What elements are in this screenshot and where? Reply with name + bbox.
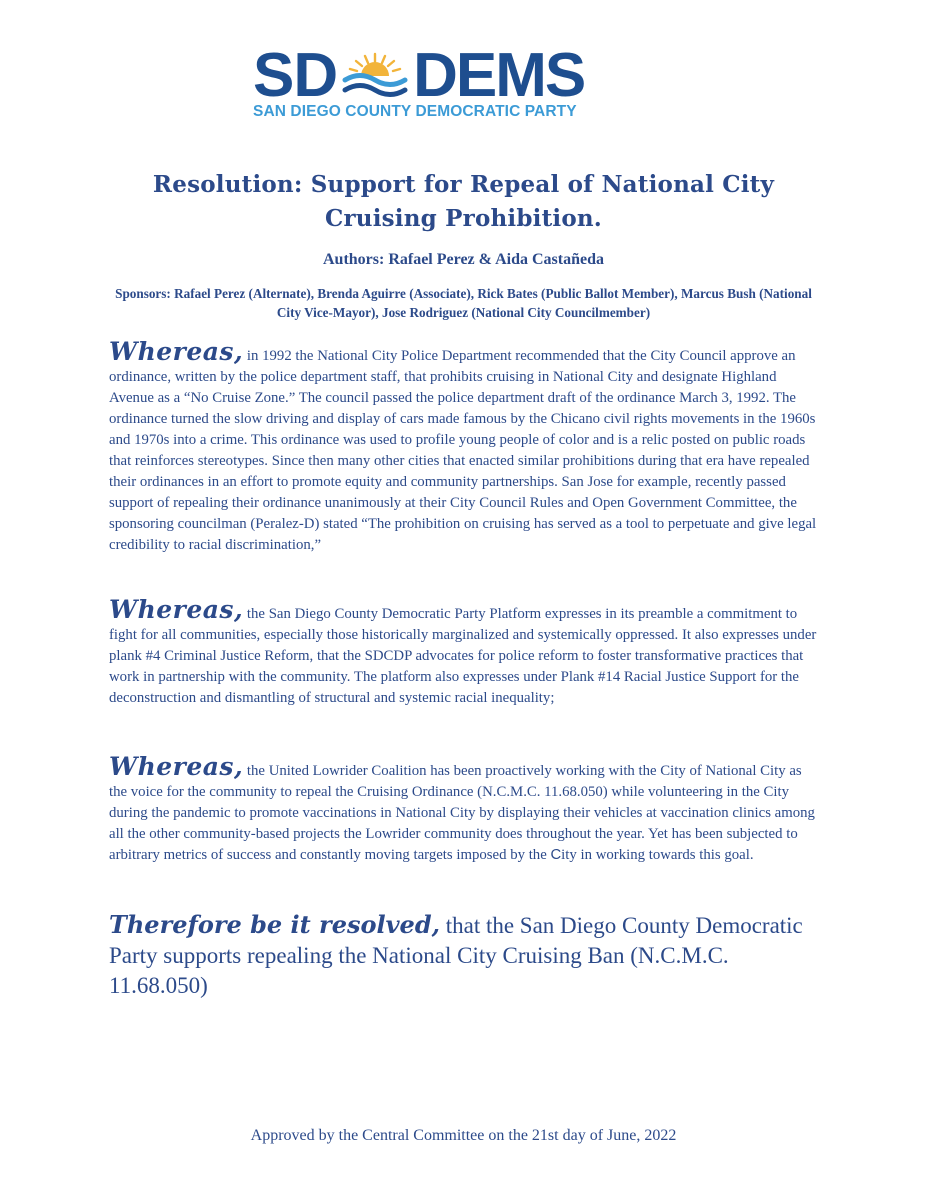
logo-sd-text: SD [253,41,338,110]
whereas-paragraph-1 [109,337,819,556]
whereas-lead: Whereas, [109,595,244,624]
authors-line: Authors: Rafael Perez & Aida Castañeda [322,251,604,268]
sponsors-line: Sponsors: Rafael Perez (Alternate), Brenda Aguirre (Associate), Rick Bates (Public Ballot Member), Marcus Bush (National City Vice-Mayor), Jose Rodriguez (National City Councilmember) [115,286,812,320]
whereas-lead: Whereas, [109,337,244,366]
whereas-text-end: ity in working towards this goal. [561,847,754,863]
whereas-paragraph-2 [109,595,819,709]
resolved-paragraph [109,910,819,1001]
approval-line: Approved by the Central Committee on the 21st day of June, 2022 [250,1127,677,1144]
resolved-text: that the San Diego County Democratic Party supports repealing the National City Cruising Ban (N.C.M.C. 11.68.050) [109,913,803,998]
resolved-lead: Therefore be it resolved, [109,910,440,939]
logo-dems-text: DEMS [413,41,585,110]
logo-subtitle: SAN DIEGO COUNTY DEMOCRATIC PARTY [253,103,577,120]
sd-dems-logo [253,41,673,120]
whereas-lead: Whereas, [109,752,244,781]
whereas-paragraph-3 [109,752,819,866]
logo-wordmark [253,41,585,110]
whereas-text-c: C [550,847,562,863]
whereas-text: the United Lowrider Coalition has been proactively working with the City of National City as the voice for the community to repeal the Cruising Ordinance (N.C.M.C. 11.68.050) while volunteering in the City during the pandemic to promote vaccinations in National City by displaying their vehicles at vaccination clinics among all the other community-based projects the Lowrider community does throughout the year. Yet has been subjected to arbitrary metrics of success and constantly moving targets imposed by the [109,763,815,863]
whereas-text: in 1992 the National City Police Department recommended that the City Council approve an ordinance, written by the police department staff, that prohibits cruising in National City and designate Highland Avenue as a “No Cruise Zone.” The council passed the police department draft of the ordinance March 3, 1992. The ordinance turned the slow driving and display of cars made famous by the Chicano civil rights movements in the 1960s and 1970s into a crime. This ordinance was used to profile young people of color and is a relic posted on public roads that reinforces stereotypes. Since then many other cities that enacted similar prohibitions during that era have repealed their ordinances in an effort to promote equity and community partnerships. San Jose for example, recently passed support of repealing their ordinance unanimously at their City Council Rules and Open Government Committee, the sponsoring councilman (Peralez-D) stated “The prohibition on cruising has served as a tool to perpetuate and give legal credibility to racial discrimination,” [109,348,817,553]
whereas-text: the San Diego County Democratic Party Platform expresses in its preamble a commitment to fight for all communities, especially those historically marginalized and systemically oppressed. It also expresses under plank #4 Criminal Justice Reform, that the SDCDP advocates for police reform to foster transformative practices that work in partnership with the community. The platform also expresses under Plank #14 Racial Justice Support for the deconstruction and dismantling of structural and systemic racial inequality; [109,606,817,706]
resolution-title: Resolution: Support for Repeal of National City Cruising Prohibition. [152,171,775,232]
sun-wave-icon [341,50,409,102]
